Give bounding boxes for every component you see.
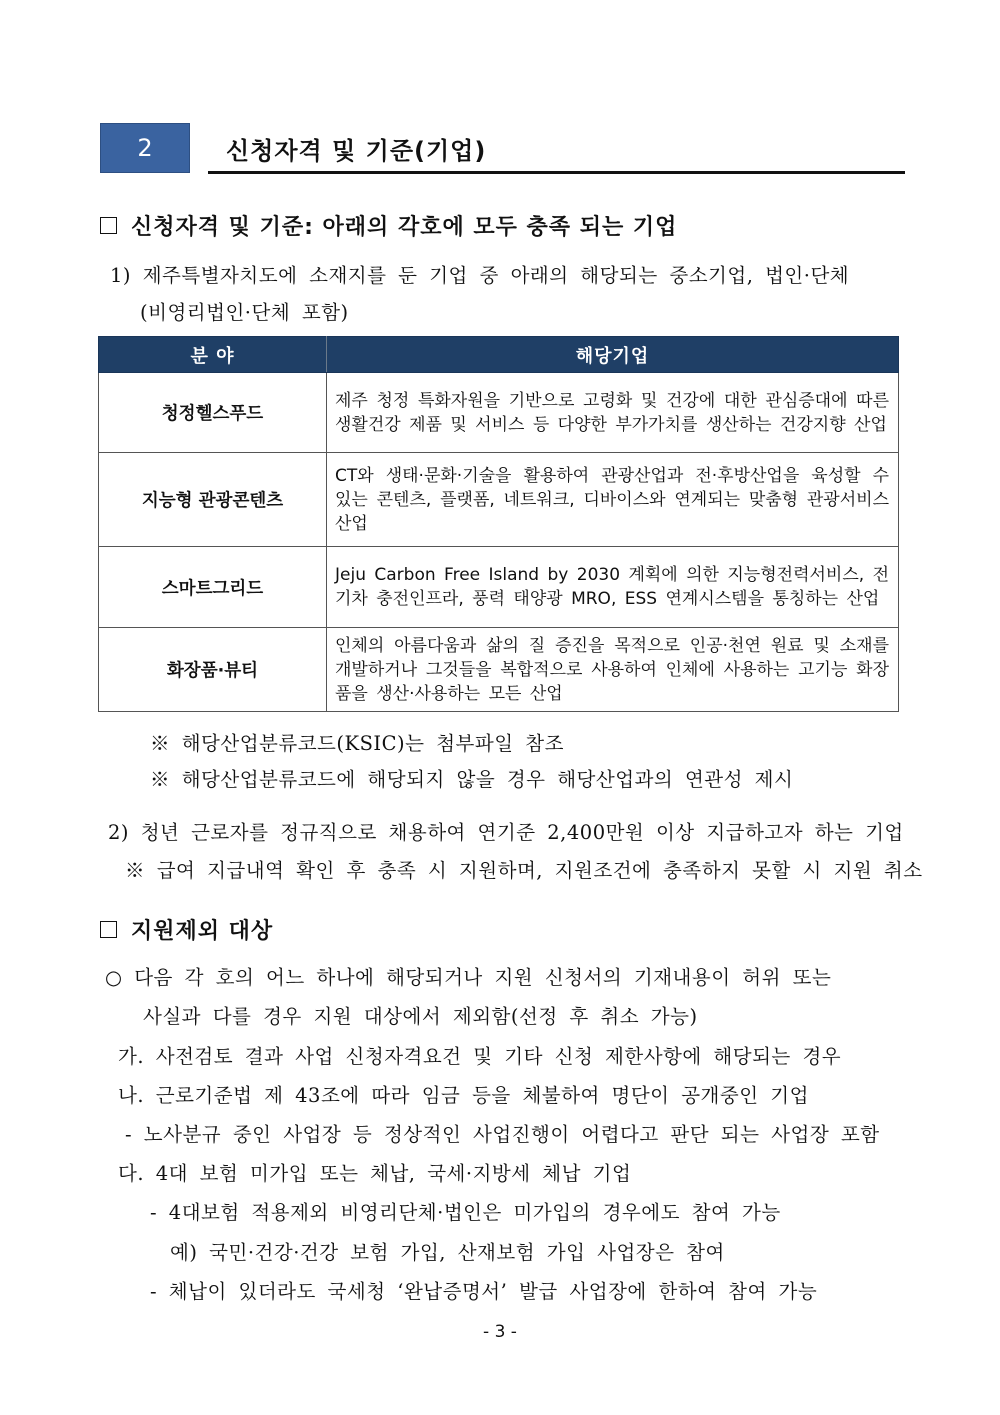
section-number-badge: 2 — [100, 123, 190, 173]
field-name: 청정헬스푸드 — [99, 373, 327, 453]
exclusion-subitem-nonprofit: - 4대보험 적용제외 비영리단체·법인은 미가입의 경우에도 참여 가능 — [150, 1201, 781, 1224]
note-relevance: ※ 해당산업분류코드에 해당되지 않을 경우 해당산업과의 연관성 제시 — [150, 768, 794, 791]
field-name: 화장품·뷰티 — [99, 628, 327, 712]
table-row — [99, 373, 899, 453]
exclusions-heading — [100, 914, 273, 945]
section-divider — [208, 171, 905, 174]
exclusion-item-da: 다. 4대 보험 미가입 또는 체납, 국세·지방세 체납 기업 — [118, 1162, 632, 1185]
section-title: 신청자격 및 기준(기업) — [226, 137, 487, 165]
eligibility-item2: 2) 청년 근로자를 정규직으로 채용하여 연기준 2,400만원 이상 지급하고자 하는 기업 — [108, 821, 904, 844]
table-row — [99, 547, 899, 628]
exclusions-intro-line1: ○ 다음 각 호의 어느 하나에 해당되거나 지원 신청서의 기재내용이 허위 또는 — [105, 966, 832, 989]
exclusion-item-na: 나. 근로기준법 제 43조에 따라 임금 등을 체불하여 명단이 공개중인 기업 — [118, 1084, 809, 1107]
exclusions-intro-line2: 사실과 다를 경우 지원 대상에서 제외함(선정 후 취소 가능) — [143, 1005, 698, 1028]
page-number: - 3 - — [483, 1322, 517, 1342]
field-name: 지능형 관광콘텐츠 — [99, 453, 327, 547]
eligibility-item1-line1: 1) 제주특별자치도에 소재지를 둔 기업 중 아래의 해당되는 중소기업, 법인·단체 — [110, 264, 850, 287]
exclusion-item-ga: 가. 사전검토 결과 사업 신청자격요건 및 기타 신청 제한사항에 해당되는 경우 — [118, 1045, 842, 1068]
table-header-row — [99, 337, 899, 373]
checkbox-square-icon — [100, 921, 117, 938]
exclusion-example: 예) 국민·건강·건강 보험 가입, 산재보험 가입 사업장은 참여 — [170, 1241, 725, 1264]
table-row — [99, 453, 899, 547]
field-description: 제주 청정 특화자원을 기반으로 고령화 및 건강에 대한 관심증대에 따른 생활건강 제품 및 서비스 등 다양한 부가가치를 생산하는 건강지향 산업 — [327, 373, 899, 453]
field-description: 인체의 아름다움과 삶의 질 증진을 목적으로 인공·천연 원료 및 소재를 개발하거나 그것들을 복합적으로 사용하여 인체에 사용하는 고기능 화장품을 생산·사용하는 모든 산업 — [327, 628, 899, 712]
field-description: Jeju Carbon Free Island by 2030 계획에 의한 지능형전력서비스, 전기차 충전인프라, 풍력 태양광 MRO, ESS 연계시스템을 통칭하는 산업 — [327, 547, 899, 628]
eligibility-item1-line2: (비영리법인·단체 포함) — [140, 301, 349, 324]
field-name: 스마트그리드 — [99, 547, 327, 628]
note-ksic: ※ 해당산업분류코드(KSIC)는 첨부파일 참조 — [150, 732, 564, 755]
exclusion-subitem-tax-clearance: - 체납이 있더라도 국세청 ‘완납증명서’ 발급 사업장에 한하여 참여 가능 — [150, 1280, 818, 1303]
table-row — [99, 628, 899, 712]
exclusions-heading-text: 지원제외 대상 — [131, 919, 274, 944]
eligibility-heading-text: 신청자격 및 기준: 아래의 각호에 모두 충족 되는 기업 — [131, 215, 678, 240]
column-header-companies: 해당기업 — [327, 337, 899, 373]
industry-fields-table — [98, 336, 899, 712]
field-description: CT와 생태·문화·기술을 활용하여 관광산업과 전·후방산업을 육성할 수 있는 콘텐츠, 플랫폼, 네트워크, 디바이스와 연계되는 맞춤형 관광서비스 산업 — [327, 453, 899, 547]
column-header-field: 분 야 — [99, 337, 327, 373]
eligibility-heading — [100, 210, 677, 241]
checkbox-square-icon — [100, 217, 117, 234]
exclusion-subitem-labor-dispute: - 노사분규 중인 사업장 등 정상적인 사업진행이 어렵다고 판단 되는 사업장 포함 — [125, 1123, 880, 1146]
section-header — [100, 123, 905, 175]
eligibility-item2-note: ※ 급여 지급내역 확인 후 충족 시 지원하며, 지원조건에 충족하지 못할 시 지원 취소 — [125, 859, 923, 882]
